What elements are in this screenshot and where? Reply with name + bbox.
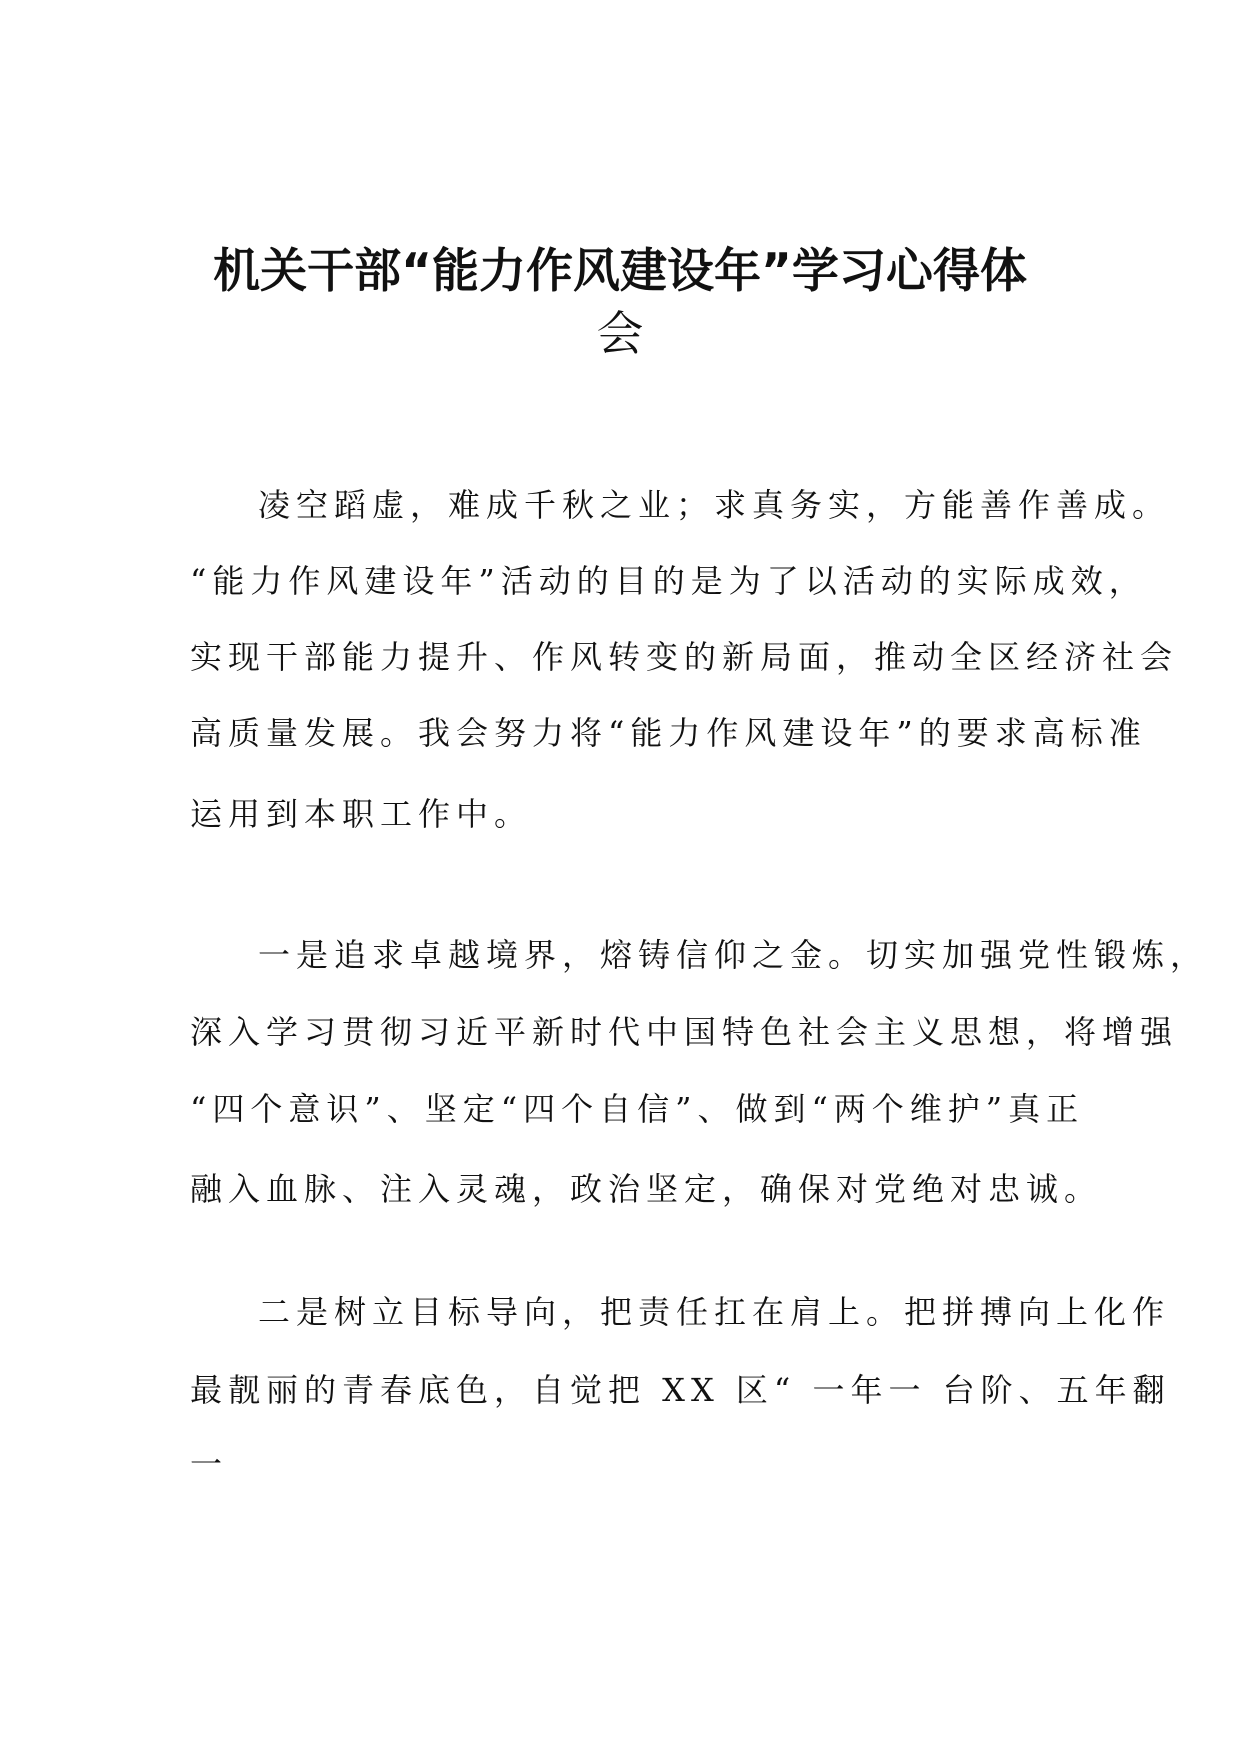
paragraph-3-line-3: 一 — [190, 1445, 229, 1483]
document-title — [190, 244, 1050, 362]
paragraph-1-line-1: 凌空蹈虚，难成千秋之业；求真务实，方能善作善成。 — [258, 486, 1171, 524]
title-line-2: 会 — [596, 307, 644, 362]
paragraph-1-line-4: 高质量发展。我会努力将“能力作风建设年”的要求高标准 — [190, 714, 1147, 752]
title-line-1: 机关干部“能力作风建设年”学习心得体 — [213, 244, 1027, 299]
paragraph-2-line-3: “四个意识”、坚定“四个自信”、做到“两个维护”真正 — [190, 1090, 1085, 1128]
paragraph-1-line-2: “能力作风建设年”活动的目的是为了以活动的实际成效， — [190, 562, 1147, 600]
paragraph-2-line-1: 一是追求卓越境界，熔铸信仰之金。切实加强党性锻炼， — [258, 936, 1209, 974]
paragraph-1-line-3: 实现干部能力提升、作风转变的新局面，推动全区经济社会 — [190, 638, 1179, 676]
paragraph-3-line-2: 最靓丽的青春底色，自觉把 XX 区“ 一年一 台阶、五年翻 — [190, 1371, 1171, 1409]
paragraph-3-line-1: 二是树立目标导向，把责任扛在肩上。把拼搏向上化作 — [258, 1293, 1171, 1331]
paragraph-1-line-5: 运用到本职工作中。 — [190, 795, 533, 833]
paragraph-2-line-4: 融入血脉、注入灵魂，政治坚定，确保对党绝对忠诚。 — [190, 1170, 1103, 1208]
paragraph-2-line-2: 深入学习贯彻习近平新时代中国特色社会主义思想，将增强 — [190, 1013, 1179, 1051]
